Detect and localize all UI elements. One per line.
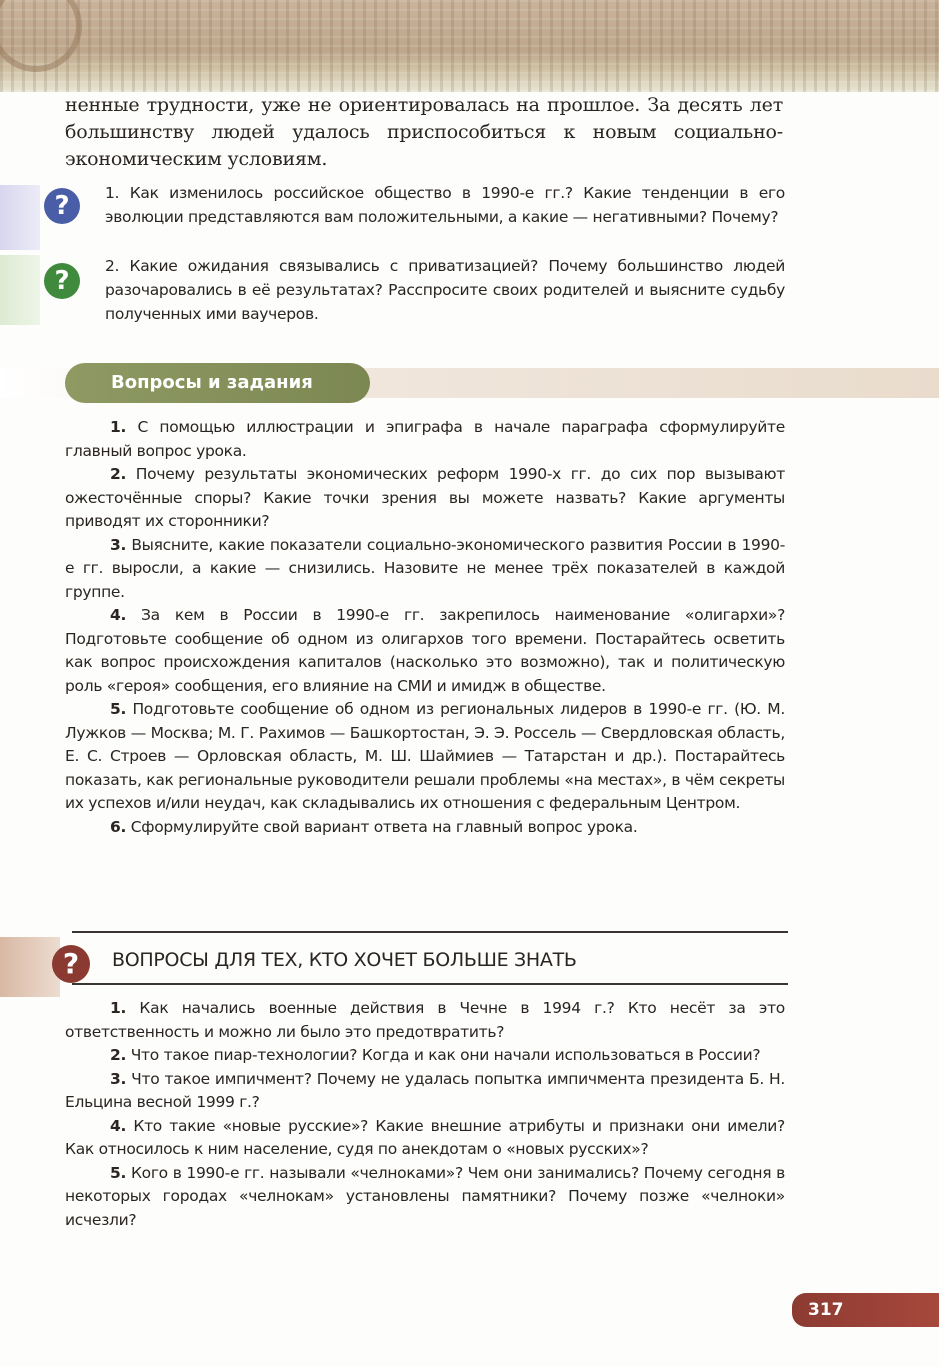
item-text: Как начались военные действия в Чечне в 1994 г.? Кто несёт за это ответственность и можно ли было это предотвратить? — [65, 999, 785, 1041]
item-number: 3. — [110, 535, 127, 554]
item-number: 4. — [110, 606, 127, 624]
divider-bottom — [72, 983, 788, 985]
item-number: 3. — [110, 1069, 127, 1088]
item-number: 5. — [110, 1163, 127, 1182]
decorative-banner — [0, 0, 939, 92]
item-text: Кто такие «новые русские»? Какие внешние атрибуты и признаки они имели? Как относилось к ним население, судя по анекдотам о «новых русских»? — [65, 1116, 785, 1158]
page-number: 317 — [792, 1293, 939, 1327]
side-question-2: 2. Какие ожидания связывались с приватизацией? Почему большинство людей разочаровались в её результатах? Расспросите своих родителей и выясните судьбу полученных ими ваучеров. — [105, 257, 785, 323]
list-item — [65, 416, 785, 463]
item-number: 2. — [110, 465, 127, 483]
section-title-tasks: Вопросы и задания — [65, 363, 370, 403]
list-item — [65, 997, 785, 1044]
list-item — [65, 1115, 785, 1162]
item-text: Кого в 1990-е гг. называли «челноками»? Чем они занимались? Почему сегодня в некоторых городах «челнокам» установлены памятники? Почему позже «челноки» исчезли? — [65, 1163, 785, 1229]
section-title-more: ВОПРОСЫ ДЛЯ ТЕХ, КТО ХОЧЕТ БОЛЬШЕ ЗНАТЬ — [112, 949, 577, 971]
list-item — [65, 604, 785, 698]
more-questions-list — [65, 997, 785, 1232]
item-text: Что такое пиар-технологии? Когда и как они начали использоваться в России? — [130, 1046, 761, 1064]
list-item — [65, 1068, 785, 1115]
list-item — [65, 1162, 785, 1233]
item-text: За кем в России в 1990-е гг. закрепилось наименование «олигархи»? Подготовьте сообщение об одном из олигархов того времени. Постарайтесь осветить как вопрос происхождения капиталов (насколько это возможно), так и политическую роль «героя» сообщения, его влияние на СМИ и имидж в обществе. — [65, 606, 785, 695]
question-icon-green: ? — [44, 263, 80, 299]
item-number: 1. — [110, 999, 127, 1017]
divider-top — [72, 931, 788, 933]
tasks-list — [65, 416, 785, 839]
side-tab-red — [0, 937, 60, 997]
list-item — [65, 463, 785, 534]
item-text: С помощью иллюстрации и эпиграфа в начале параграфа сформулируйте главный вопрос урока. — [65, 418, 785, 460]
item-number: 4. — [110, 1116, 127, 1135]
item-number: 2. — [110, 1046, 127, 1064]
item-number: 5. — [110, 700, 127, 718]
item-number: 6. — [110, 817, 127, 836]
list-item — [65, 698, 785, 816]
question-icon-red: ? — [52, 945, 90, 983]
item-number: 1. — [110, 418, 127, 436]
list-item — [65, 534, 785, 605]
item-text: Что такое импичмент? Почему не удалась попытка импичмента президента Б. Н. Ельцина весной 1999 г.? — [65, 1069, 785, 1111]
item-text: Подготовьте сообщение об одном из региональных лидеров в 1990-е гг. (Ю. М. Лужков — Москва; М. Г. Рахимов — Башкортостан, Э. Э. Россель — Свердловская область, Е. С. Строев — Орловская область, М. Ш. Шаймиев — Татарстан и др.). Постарайтесь показать, как региональные руководители решали проблемы «на местах», в чём секреты их успехов и/или неудач, как складывались их отношения с федеральным Центром. — [65, 700, 785, 812]
side-tab-blue — [0, 185, 40, 250]
item-text: Выясните, какие показатели социально-экономического развития России в 1990-е гг. выросли, а какие — снизились. Назовите не менее трёх показателей в каждой группе. — [65, 535, 785, 601]
intro-paragraph: ненные трудности, уже не ориентировалась на прошлое. За десять лет большинству людей удалось приспособиться к новым социально-экономическим условиям. — [65, 94, 783, 170]
item-text: Почему результаты экономических реформ 1990-х гг. до сих пор вызывают ожесточённые споры? Какие точки зрения вы можете назвать? Какие аргументы приводят их сторонники? — [65, 465, 785, 530]
side-question-1: 1. Как изменилось российское общество в 1990-е гг.? Какие тенденции в его эволюции представляются вам положительными, а какие — негативными? Почему? — [105, 184, 785, 226]
item-text: Сформулируйте свой вариант ответа на главный вопрос урока. — [130, 817, 638, 836]
question-icon-blue: ? — [44, 188, 80, 224]
list-item — [65, 1044, 785, 1068]
list-item — [65, 816, 785, 840]
side-tab-green — [0, 255, 40, 325]
